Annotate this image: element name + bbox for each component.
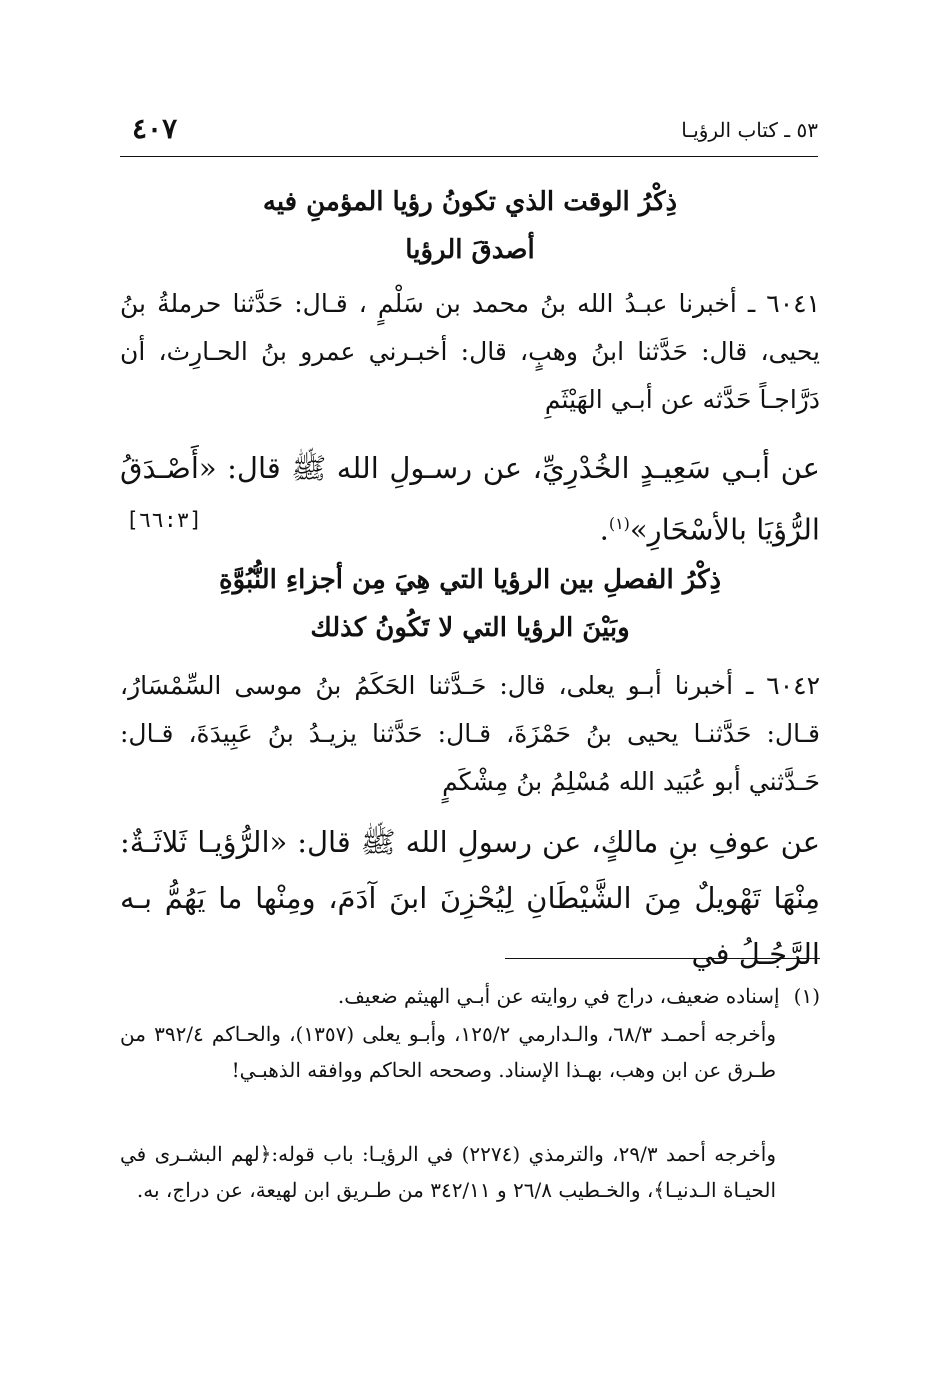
footnote-1-line1 <box>120 978 820 1014</box>
footnote-rule <box>505 958 820 959</box>
chapter-title: ٥٣ ـ كتاب الرؤيـا <box>681 118 818 142</box>
hadith-6041-matn <box>120 440 820 558</box>
section-heading-2 <box>120 556 820 652</box>
hadith-6042-isnad: ٦٠٤٢ ـ أخبرنا أبـو يعلى، قال: حَـدَّثنا الحَكَمُ بنُ موسى السِّمْسَارُ، قـال: حَدَّثنـا يحيى بنُ حَمْزَةَ، قـال: حَدَّثنا يزيـدُ بنُ عَبِيدَةَ، قـال: حَـدَّثني أبو عُبَيد الله مُسْلِمُ بنُ مِشْكَمٍ <box>120 671 820 796</box>
hadith-6041-reference: [٦٦:٣] <box>126 508 202 532</box>
header-rule <box>120 156 818 157</box>
footnote-1-paragraph-3: وأخرجه أحمد ٢٩/٣، والترمذي (٢٢٧٤) في الرؤيـا: باب قوله:﴿لهم البشـرى في الحيـاة الـدنيـا﴾، والخـطيب ٢٦/٨ و ٣٤٢/١١ من طـريق ابن لهيعة، عن دراج، به. <box>120 1142 776 1202</box>
running-header <box>120 112 818 152</box>
end-mark: . <box>599 512 609 547</box>
hadith-6041-text: عن أبـي سَعِيـدٍ الخُدْرِيِّ، عن رسـولِ الله ﷺ قال: «أَصْـدَقُ الرُّؤيَا بالأسْحَارِ» <box>120 451 820 547</box>
section-heading-1-line1: ذِكْرُ الوقت الذي تكونُ رؤيا المؤمنِ فيه <box>262 187 678 217</box>
section-heading-1-line2: أصدقَ الرؤيا <box>405 235 535 265</box>
section-heading-2-line2: وبَيْنَ الرؤيا التي لا تَكُونُ كذلك <box>310 613 630 643</box>
hadith-6042-matn: عن عوفِ بنِ مالكٍ، عن رسولِ الله ﷺ قال: «الرُّؤيـا ثَلاثَـةٌ: مِنْهَا تَهْويلٌ مِنَ الشَّيْطَانِ لِيُحْزِنَ ابنَ آدَمَ، ومِنْها ما يَهُمُّ بـه الرَّجُـلُ في <box>120 825 820 971</box>
hadith-6041-isnad: ٦٠٤١ ـ أخبرنا عبـدُ الله بنُ محمد بن سَلْمٍ ، قـال: حَدَّثنا حرملةُ بنُ يحيى، قال: حَدَّثنا ابنُ وهبٍ، قال: أخبـرني عمرو بنُ الحـارِث، أن دَرَّاجـاً حَدَّثه عن أبـي الهَيْثَمِ <box>120 289 820 414</box>
footnote-1-label: (١) <box>793 984 820 1008</box>
section-heading-1 <box>120 178 820 274</box>
section-heading-2-line1: ذِكْرُ الفصلِ بين الرؤيا التي هِيَ مِن أجزاءِ النُّبُوَّةِ <box>218 565 722 595</box>
footnote-1-text: إسناده ضعيف، دراج في روايته عن أبـي الهيثم ضعيف. <box>337 984 780 1008</box>
footnote-1-paragraph-2: وأخرجه أحمـد ٦٨/٣، والـدارمي ١٢٥/٢، وأبـو يعلى (١٣٥٧)، والحـاكم ٣٩٢/٤ من طـرق عن ابن وهب، بهـذا الإسناد. وصححه الحاكم ووافقه الذهبـي! <box>120 1022 776 1082</box>
page-number: ٤٠٧ <box>132 112 178 145</box>
footnote-marker: (١) <box>608 514 630 533</box>
